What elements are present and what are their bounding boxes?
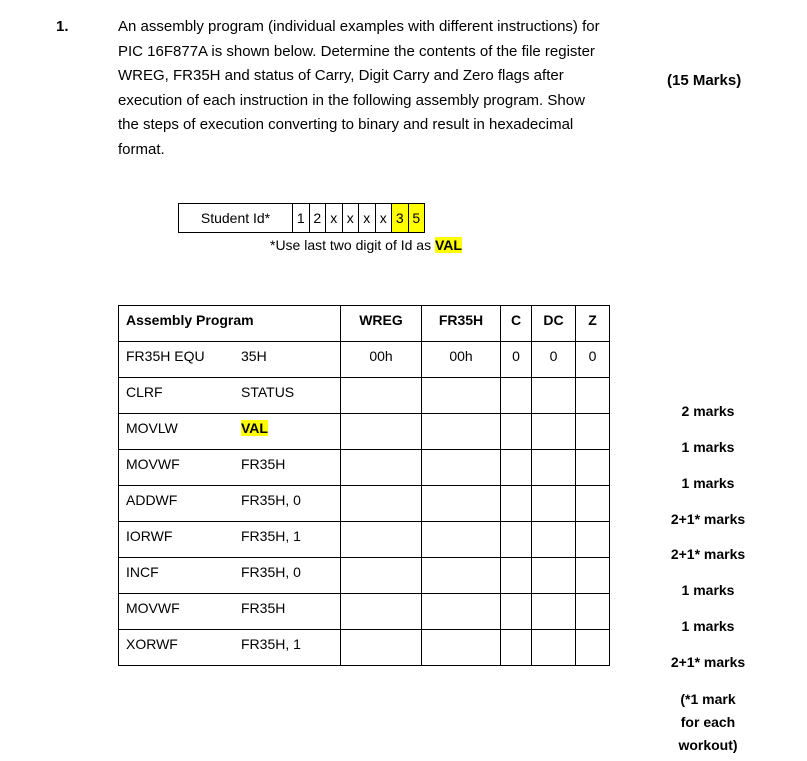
- table-header-row: [119, 306, 610, 342]
- operand: FR35H, 0: [241, 564, 301, 580]
- marks-label: 1 marks: [681, 618, 735, 634]
- question-line: An assembly program (individual examples with different instructions) for: [118, 18, 600, 35]
- student-id-digit: 1: [293, 204, 310, 232]
- question-number: 1.: [56, 18, 69, 35]
- student-id-digit: 2: [310, 204, 327, 232]
- init-z: 0: [588, 348, 597, 364]
- question-text: [118, 15, 643, 162]
- marks-label: 1 marks: [681, 439, 735, 455]
- header-dc: DC: [543, 312, 564, 328]
- operand: FR35H: [241, 600, 286, 616]
- table-row-init: [119, 342, 610, 378]
- student-id-digit-highlighted: 3: [392, 204, 409, 232]
- operand: FR35H, 0: [241, 492, 301, 508]
- header-z: Z: [588, 312, 597, 328]
- question-line: WREG, FR35H and status of Carry, Digit Carry and Zero flags after: [118, 67, 564, 84]
- mnemonic: XORWF: [126, 636, 178, 652]
- student-id-digit: x: [326, 204, 343, 232]
- init-operand: 35H: [241, 348, 267, 364]
- marks-label: 2+1* marks: [670, 654, 746, 670]
- student-id-digit-highlighted: 5: [409, 204, 425, 232]
- table-row: [119, 522, 610, 558]
- marks-note-line: for each: [680, 714, 736, 730]
- header-wreg: WREG: [359, 312, 403, 328]
- student-id-strip: [178, 203, 425, 233]
- val-note: [270, 237, 462, 253]
- student-id-digit: x: [359, 204, 376, 232]
- header-fr35h: FR35H: [438, 312, 484, 328]
- mnemonic: INCF: [126, 564, 159, 580]
- init-dc: 0: [549, 348, 558, 364]
- question-line: execution of each instruction in the following assembly program. Show: [118, 91, 585, 109]
- student-id-label: Student Id*: [179, 204, 293, 232]
- header-c: C: [510, 312, 522, 328]
- operand-highlighted: VAL: [241, 420, 268, 436]
- mnemonic: CLRF: [126, 384, 163, 400]
- header-assembly-program: Assembly Program: [126, 312, 254, 328]
- question-line: the steps of execution converting to binary and result in hexadecimal: [118, 116, 574, 133]
- question-line: format.: [118, 140, 165, 158]
- mnemonic: IORWF: [126, 528, 173, 544]
- operand: STATUS: [241, 384, 295, 400]
- init-fr35h: 00h: [449, 348, 473, 364]
- mnemonic: ADDWF: [126, 492, 178, 508]
- mnemonic: MOVLW: [126, 420, 178, 436]
- marks-label: 1 marks: [681, 582, 735, 598]
- table-row: [119, 378, 610, 414]
- mnemonic: MOVWF: [126, 600, 180, 616]
- mnemonic: MOVWF: [126, 456, 180, 472]
- init-label: FR35H EQU: [126, 348, 205, 364]
- val-note-text: *Use last two digit of Id as: [270, 237, 435, 253]
- init-wreg: 00h: [369, 348, 393, 364]
- total-marks: (15 Marks): [667, 72, 742, 89]
- marks-label: 2+1* marks: [670, 511, 746, 527]
- marks-label: 1 marks: [681, 475, 735, 491]
- table-row: [119, 486, 610, 522]
- val-note-highlight: VAL: [434, 237, 462, 253]
- table-row: [119, 630, 610, 666]
- marks-note-line: (*1 mark: [680, 691, 736, 707]
- marks-note: [648, 688, 768, 757]
- student-id-digit: x: [376, 204, 393, 232]
- init-c: 0: [512, 348, 520, 364]
- table-row: [119, 414, 610, 450]
- assembly-table: [118, 305, 610, 666]
- question-line: PIC 16F877A is shown below. Determine the contents of the file register: [118, 42, 595, 60]
- table-row: [119, 450, 610, 486]
- marks-label: 2 marks: [681, 403, 735, 419]
- table-row: [119, 558, 610, 594]
- operand: FR35H: [241, 456, 286, 472]
- marks-label: 2+1* marks: [670, 546, 746, 562]
- marks-note-line: workout): [678, 737, 738, 753]
- operand: FR35H, 1: [241, 528, 301, 544]
- table-row: [119, 594, 610, 630]
- student-id-digit: x: [343, 204, 360, 232]
- operand: FR35H, 1: [241, 636, 301, 652]
